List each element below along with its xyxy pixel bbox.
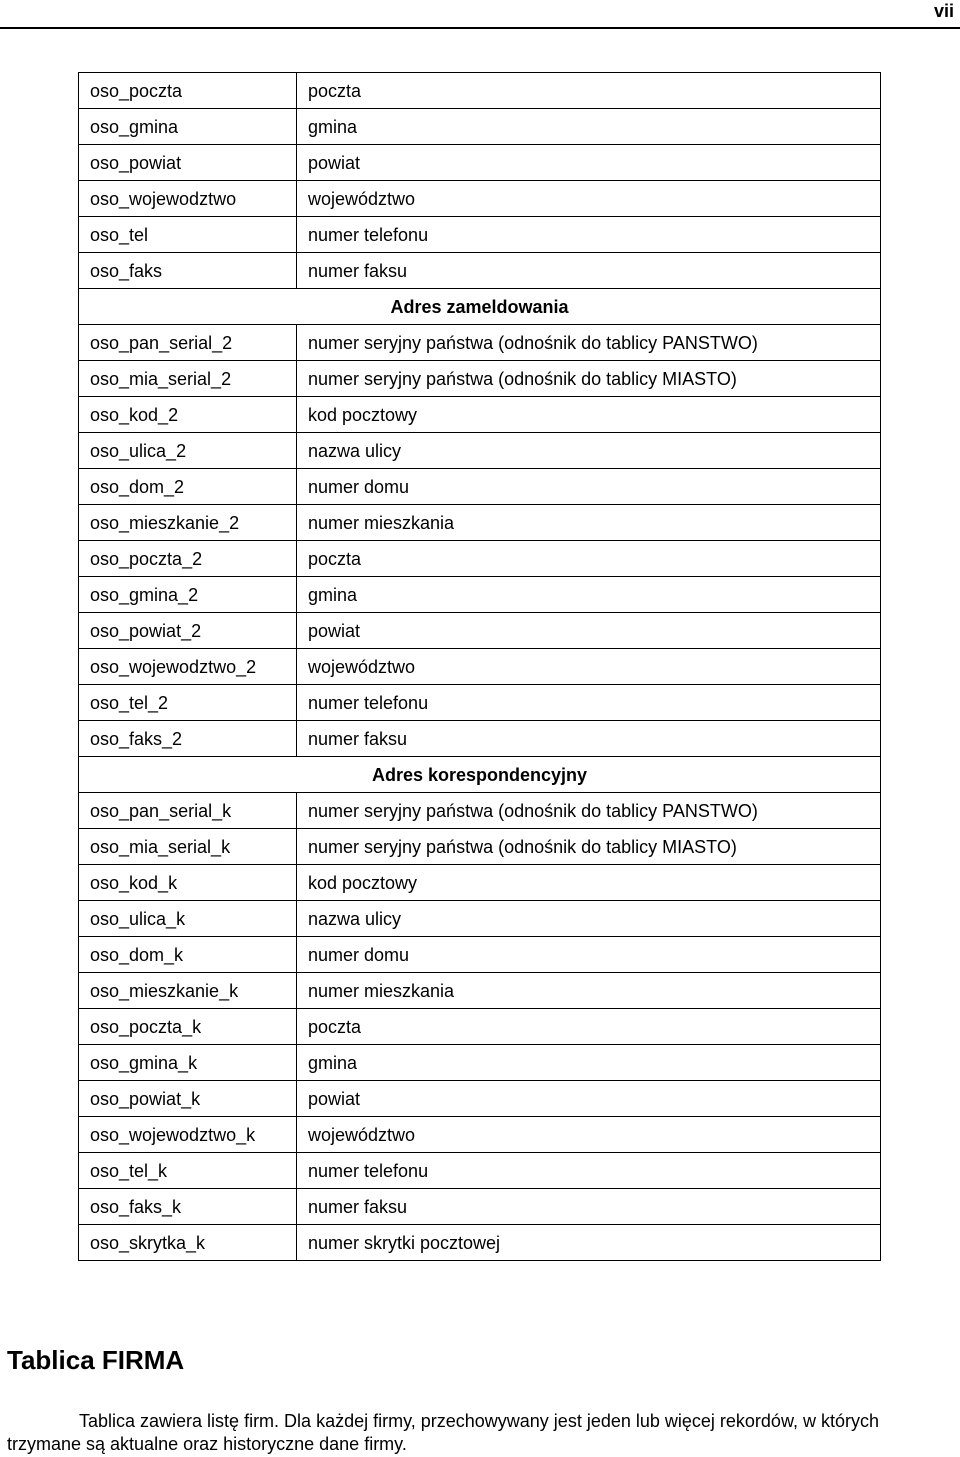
table-row bbox=[79, 937, 881, 973]
field-name-cell: oso_kod_k bbox=[79, 865, 297, 901]
field-description-cell: numer faksu bbox=[297, 721, 881, 757]
field-description-cell: nazwa ulicy bbox=[297, 901, 881, 937]
field-name-cell: oso_gmina_k bbox=[79, 1045, 297, 1081]
field-name-cell: oso_mia_serial_k bbox=[79, 829, 297, 865]
field-description-cell: numer domu bbox=[297, 469, 881, 505]
field-name-cell: oso_poczta_k bbox=[79, 1009, 297, 1045]
field-description-cell: poczta bbox=[297, 73, 881, 109]
field-description-cell: numer telefonu bbox=[297, 217, 881, 253]
table-row bbox=[79, 73, 881, 109]
table-row bbox=[79, 469, 881, 505]
table-row bbox=[79, 109, 881, 145]
field-name-cell: oso_poczta bbox=[79, 73, 297, 109]
field-name-cell: oso_dom_2 bbox=[79, 469, 297, 505]
field-name-cell: oso_wojewodztwo_2 bbox=[79, 649, 297, 685]
field-name-cell: oso_faks bbox=[79, 253, 297, 289]
field-description-cell: nazwa ulicy bbox=[297, 433, 881, 469]
field-description-cell: numer faksu bbox=[297, 1189, 881, 1225]
table-row bbox=[79, 397, 881, 433]
field-description-cell: numer skrytki pocztowej bbox=[297, 1225, 881, 1261]
table-row bbox=[79, 613, 881, 649]
table-section-header-row bbox=[79, 289, 881, 325]
field-description-cell: województwo bbox=[297, 649, 881, 685]
field-name-cell: oso_tel bbox=[79, 217, 297, 253]
field-name-cell: oso_powiat bbox=[79, 145, 297, 181]
field-name-cell: oso_ulica_2 bbox=[79, 433, 297, 469]
table-row bbox=[79, 145, 881, 181]
field-description-table-body bbox=[79, 73, 881, 1261]
field-description-cell: gmina bbox=[297, 109, 881, 145]
table-row bbox=[79, 901, 881, 937]
field-name-cell: oso_ulica_k bbox=[79, 901, 297, 937]
table-row bbox=[79, 325, 881, 361]
field-name-cell: oso_powiat_k bbox=[79, 1081, 297, 1117]
field-description-cell: numer seryjny państwa (odnośnik do tablicy MIASTO) bbox=[297, 361, 881, 397]
field-name-cell: oso_tel_2 bbox=[79, 685, 297, 721]
field-description-cell: numer faksu bbox=[297, 253, 881, 289]
table-row bbox=[79, 217, 881, 253]
table-row bbox=[79, 1081, 881, 1117]
field-description-cell: województwo bbox=[297, 181, 881, 217]
table-section-header-row bbox=[79, 757, 881, 793]
field-name-cell: oso_faks_2 bbox=[79, 721, 297, 757]
table-row bbox=[79, 181, 881, 217]
table-section-header: Adres korespondencyjny bbox=[79, 757, 881, 793]
field-description-cell: powiat bbox=[297, 613, 881, 649]
table-row bbox=[79, 577, 881, 613]
field-description-cell: kod pocztowy bbox=[297, 397, 881, 433]
field-description-cell: poczta bbox=[297, 1009, 881, 1045]
field-name-cell: oso_pan_serial_2 bbox=[79, 325, 297, 361]
table-row bbox=[79, 793, 881, 829]
field-name-cell: oso_powiat_2 bbox=[79, 613, 297, 649]
field-name-cell: oso_skrytka_k bbox=[79, 1225, 297, 1261]
table-row bbox=[79, 505, 881, 541]
field-description-cell: numer telefonu bbox=[297, 1153, 881, 1189]
table-row bbox=[79, 865, 881, 901]
field-name-cell: oso_kod_2 bbox=[79, 397, 297, 433]
section-description: Tablica zawiera listę firm. Dla każdej firmy, przechowywany jest jeden lub więcej rekordów, w których trzymane są aktualne oraz historyczne dane firmy. bbox=[7, 1411, 879, 1454]
field-description-cell: gmina bbox=[297, 1045, 881, 1081]
field-name-cell: oso_wojewodztwo_k bbox=[79, 1117, 297, 1153]
table-row bbox=[79, 253, 881, 289]
field-name-cell: oso_gmina bbox=[79, 109, 297, 145]
field-name-cell: oso_mieszkanie_2 bbox=[79, 505, 297, 541]
table-row bbox=[79, 1189, 881, 1225]
table-row bbox=[79, 1117, 881, 1153]
header-rule bbox=[0, 27, 960, 29]
table-row bbox=[79, 1009, 881, 1045]
field-name-cell: oso_dom_k bbox=[79, 937, 297, 973]
field-name-cell: oso_pan_serial_k bbox=[79, 793, 297, 829]
table-row bbox=[79, 1045, 881, 1081]
field-description-cell: poczta bbox=[297, 541, 881, 577]
field-description-cell: województwo bbox=[297, 1117, 881, 1153]
field-description-cell: powiat bbox=[297, 145, 881, 181]
page-number: vii bbox=[933, 1, 954, 21]
table-row bbox=[79, 685, 881, 721]
field-description-cell: numer mieszkania bbox=[297, 505, 881, 541]
field-description-cell: numer telefonu bbox=[297, 685, 881, 721]
table-row bbox=[79, 829, 881, 865]
table-row bbox=[79, 973, 881, 1009]
field-description-cell: numer seryjny państwa (odnośnik do tablicy PANSTWO) bbox=[297, 793, 881, 829]
table-row bbox=[79, 541, 881, 577]
field-description-cell: numer seryjny państwa (odnośnik do tablicy PANSTWO) bbox=[297, 325, 881, 361]
field-description-cell: gmina bbox=[297, 577, 881, 613]
field-description-cell: numer domu bbox=[297, 937, 881, 973]
table-row bbox=[79, 649, 881, 685]
section-heading-tablica-firma: Tablica FIRMA bbox=[7, 1345, 185, 1375]
field-name-cell: oso_mieszkanie_k bbox=[79, 973, 297, 1009]
field-description-cell: numer mieszkania bbox=[297, 973, 881, 1009]
field-description-cell: numer seryjny państwa (odnośnik do tablicy MIASTO) bbox=[297, 829, 881, 865]
field-description-table bbox=[78, 72, 881, 1261]
field-description-cell: kod pocztowy bbox=[297, 865, 881, 901]
table-row bbox=[79, 1153, 881, 1189]
table-row bbox=[79, 433, 881, 469]
field-name-cell: oso_poczta_2 bbox=[79, 541, 297, 577]
table-row bbox=[79, 721, 881, 757]
field-name-cell: oso_gmina_2 bbox=[79, 577, 297, 613]
field-description-cell: powiat bbox=[297, 1081, 881, 1117]
field-name-cell: oso_wojewodztwo bbox=[79, 181, 297, 217]
field-name-cell: oso_mia_serial_2 bbox=[79, 361, 297, 397]
table-row bbox=[79, 1225, 881, 1261]
table-section-header: Adres zameldowania bbox=[79, 289, 881, 325]
field-name-cell: oso_tel_k bbox=[79, 1153, 297, 1189]
table-row bbox=[79, 361, 881, 397]
field-name-cell: oso_faks_k bbox=[79, 1189, 297, 1225]
